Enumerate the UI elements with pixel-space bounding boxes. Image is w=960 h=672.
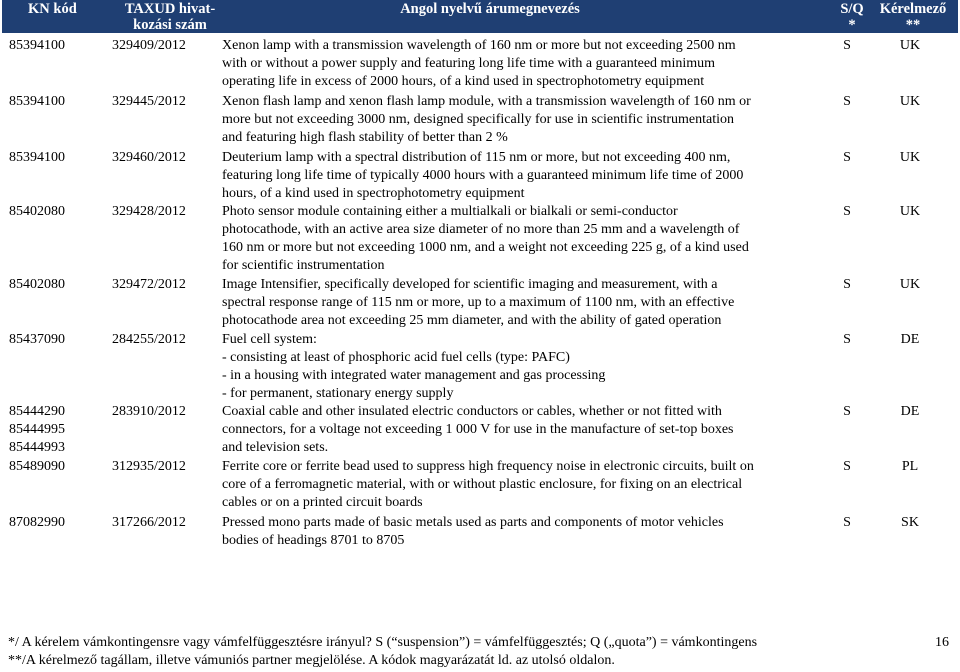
description-line: spectral response range of 115 nm or more, up to a maximum of 1100 nm, with an effective (222, 295, 735, 310)
description-line: Image Intensifier, specifically developed for scientific imaging and measurement, with a (222, 277, 718, 292)
description-line: hours, of a kind used in spectrophotometry equipment (222, 186, 525, 201)
description-cell (222, 37, 822, 91)
taxud-number: 284255/2012 (112, 332, 186, 347)
description-cell (222, 276, 822, 330)
description-line: Xenon flash lamp and xenon flash lamp module, with a transmission wavelength of 160 nm or (222, 94, 751, 109)
description-line: connectors, for a voltage not exceeding 1 000 V for use in the manufacture of set-top boxes (222, 422, 734, 437)
taxud-number: 329460/2012 (112, 150, 186, 165)
kn-code-cell (9, 514, 99, 532)
description-line: - for permanent, stationary energy supply (222, 386, 454, 401)
description-line: Pressed mono parts made of basic metals used as parts and components of motor vehicles (222, 515, 724, 530)
kn-code: 85402080 (9, 204, 65, 219)
taxud-number: 329445/2012 (112, 94, 186, 109)
description-line: featuring long life time of typically 4000 hours with a guaranteed minimum life time of 2000 (222, 168, 744, 183)
footnote-1: */ A kérelem vámkontingensre vagy vámfelfüggesztésre irányul? S (“suspension”) = vámfelfüggesztés; Q („quota”) = vámkontingens (8, 635, 758, 650)
sq-value: S (843, 459, 851, 474)
requester-code: SK (901, 515, 919, 530)
description-cell (222, 203, 822, 275)
footnotes (8, 634, 948, 670)
kn-code: 85402080 (9, 277, 65, 292)
header-req-line2: ** (905, 17, 921, 33)
description-line: Photo sensor module containing either a multialkali or bialkali or semi-conductor (222, 204, 678, 219)
description-cell (222, 458, 822, 512)
kn-code: 85444290 (9, 404, 65, 419)
requester-code: UK (899, 150, 921, 165)
kn-code-cell (9, 37, 99, 55)
sq-value: S (843, 94, 851, 109)
requester-code: UK (899, 204, 921, 219)
footnote-2: **/A kérelmező tagállam, illetve vámuniós partner megjelölése. A kódok magyarázatát ld. az utolsó oldalon. (8, 653, 615, 668)
sq-value: S (843, 332, 851, 347)
description-line: photocathode, with an active area size diameter of no more than 25 mm and a wavelength of (222, 222, 740, 237)
sq-value: S (843, 150, 851, 165)
requester-code: UK (899, 38, 921, 53)
sq-value: S (843, 515, 851, 530)
requester-code: UK (899, 94, 921, 109)
kn-code: 85444993 (9, 440, 65, 455)
kn-code: 85489090 (9, 459, 65, 474)
kn-code-cell (9, 149, 99, 167)
description-line: Fuel cell system: (222, 332, 317, 347)
description-line: Coaxial cable and other insulated electric conductors or cables, whether or not fitted with (222, 404, 722, 419)
description-line: Deuterium lamp with a spectral distribution of 115 nm or more, but not exceeding 400 nm, (222, 150, 731, 165)
page-number: 16 (935, 635, 949, 650)
kn-code: 85394100 (9, 38, 65, 53)
description-line: - consisting at least of phosphoric acid fuel cells (type: PAFC) (222, 350, 570, 365)
kn-code-cell (9, 331, 99, 349)
header-taxud-line2: kozási szám (133, 17, 207, 33)
kn-code-cell (9, 203, 99, 221)
header-taxud-number (112, 1, 228, 33)
description-line: Xenon lamp with a transmission wavelength of 160 nm or more but not exceeding 2500 nm (222, 38, 736, 53)
header-sq (837, 1, 867, 33)
header-requester (872, 1, 954, 33)
description-line: and featuring high flash stability of better than 2 % (222, 130, 508, 145)
kn-code-cell (9, 403, 99, 457)
kn-code: 85394100 (9, 94, 65, 109)
description-line: Ferrite core or ferrite bead used to suppress high frequency noise in electronic circuits, built on (222, 459, 754, 474)
taxud-number: 329472/2012 (112, 277, 186, 292)
taxud-number: 329428/2012 (112, 204, 186, 219)
description-line: operating life in excess of 2000 hours, of a kind used in spectrophotometry equipment (222, 74, 705, 89)
taxud-number: 329409/2012 (112, 38, 186, 53)
requester-code: UK (899, 277, 921, 292)
sq-value: S (843, 277, 851, 292)
header-sq-line1: S/Q (840, 1, 864, 17)
kn-code-cell (9, 458, 99, 476)
header-kn-code: KN kód (28, 1, 77, 17)
requester-code: DE (900, 332, 920, 347)
kn-code-cell (9, 93, 99, 111)
kn-code: 85437090 (9, 332, 65, 347)
kn-code: 87082990 (9, 515, 65, 530)
description-line: for scientific instrumentation (222, 258, 385, 273)
description-line: bodies of headings 8701 to 8705 (222, 533, 405, 548)
description-cell (222, 514, 822, 550)
description-line: cables or on a printed circuit boards (222, 495, 423, 510)
requester-code: DE (900, 404, 920, 419)
description-cell (222, 149, 822, 203)
sq-value: S (843, 404, 851, 419)
header-description: Angol nyelvű árumegnevezés (400, 1, 580, 17)
sq-value: S (843, 204, 851, 219)
description-cell (222, 403, 822, 457)
description-line: core of a ferromagnetic material, with or without plastic enclosure, for fixing on an electrical (222, 477, 743, 492)
requester-code: PL (901, 459, 919, 474)
kn-code: 85394100 (9, 150, 65, 165)
description-line: photocathode area not exceeding 25 mm diameter, and with the ability of gated operation (222, 313, 722, 328)
header-taxud-line1: TAXUD hivat- (124, 1, 216, 17)
taxud-number: 283910/2012 (112, 404, 186, 419)
table-header (2, 0, 958, 33)
taxud-number: 312935/2012 (112, 459, 186, 474)
sq-value: S (843, 38, 851, 53)
description-cell (222, 331, 822, 403)
header-req-line1: Kérelmező (879, 1, 947, 17)
taxud-number: 317266/2012 (112, 515, 186, 530)
description-line: more but not exceeding 3000 nm, designed specifically for use in scientific instrumentation (222, 112, 735, 127)
description-line: with or without a power supply and featuring long life time with a guaranteed minimum (222, 56, 716, 71)
description-line: - in a housing with integrated water management and gas processing (222, 368, 606, 383)
kn-code-cell (9, 276, 99, 294)
header-sq-line2: * (848, 17, 856, 33)
description-cell (222, 93, 822, 147)
description-line: and television sets. (222, 440, 329, 455)
description-line: 160 nm or more but not exceeding 1000 nm, and a weight not exceeding 225 g, of a kind used (222, 240, 749, 255)
kn-code: 85444995 (9, 422, 65, 437)
